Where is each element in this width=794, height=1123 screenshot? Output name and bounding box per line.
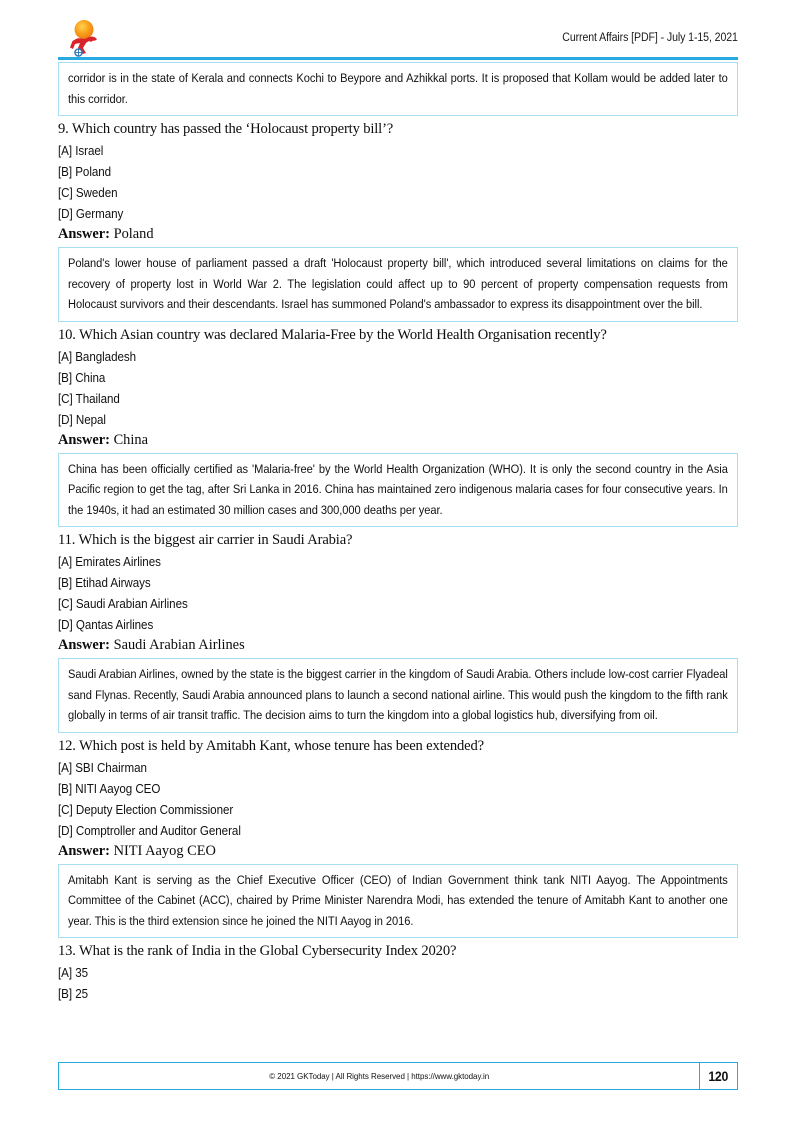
question-text: 12. Which post is held by Amitabh Kant, whose tenure has been extended? [58,737,484,754]
option-d[interactable]: [D] Nepal [58,411,106,427]
question-block-11 [58,530,738,733]
header-title: Current Affairs [PDF] - July 1-15, 2021 [562,32,738,44]
question-block-13 [58,941,738,1004]
question-block-9 [58,119,738,322]
explanation-box [58,864,738,939]
answer-value: Saudi Arabian Airlines [113,637,245,653]
explanation-text: Poland's lower house of parliament passed a draft 'Holocaust property bill', which introduced several limitations on claims for the recovery of property lost in World War 2. The legislation could affect up to 90 percent of property compensation requests from Holocaust survivors and their descendants. Israel has summoned Poland's ambassador to express its disappointment over the bill. [68,256,728,311]
page-header [58,18,738,58]
question-text: 11. Which is the biggest air carrier in Saudi Arabia? [58,532,353,548]
answer-value: NITI Aayog CEO [113,842,216,859]
answer-value: Poland [113,226,154,242]
option-c[interactable]: [C] Thailand [58,390,120,406]
answer-value: China [113,431,148,448]
option-a[interactable]: [A] Emirates Airlines [58,554,161,569]
footer-copyright-box [58,1062,700,1090]
question-block-10 [58,325,738,528]
answer-line [58,635,738,656]
option-c[interactable]: [C] Deputy Election Commissioner [58,801,234,817]
explanation-text: China has been officially certified as 'Malaria-free' by the World Health Organization (WHO). It is only the second country in the Asia Pacific region to get the tag, after Sri Lanka in 2016. China has maintained zero indigenous malaria cases for four consecutive years. In the 1940s, it had an estimated 30 million cases and 300,000 deaths per year. [68,461,728,517]
option-c[interactable]: [C] Saudi Arabian Airlines [58,596,188,611]
continued-explanation-box [58,62,738,116]
option-d[interactable]: [D] Qantas Airlines [58,617,154,632]
answer-label: Answer: [58,431,110,448]
explanation-box [58,658,738,733]
option-d[interactable]: [D] Comptroller and Auditor General [58,822,241,838]
continued-explanation-text: corridor is in the state of Kerala and connects Kochi to Beypore and Azhikkal ports. It is proposed that Kollam would be added later to this corridor. [68,71,728,106]
header-divider [58,57,738,60]
option-d[interactable]: [D] Germany [58,206,124,221]
explanation-box [58,247,738,322]
answer-label: Answer: [58,842,110,859]
question-block-12 [58,736,738,939]
option-b[interactable]: [B] 25 [58,986,89,1001]
explanation-text: Amitabh Kant is serving as the Chief Executive Officer (CEO) of Indian Government think tank NITI Aayog. The Appointments Committee of the Cabinet (ACC), chaired by Prime Minister Narendra Modi, has extended the tenure of Amitabh Kant to another one year. This is the third extension since he joined the NITI Aayog in 2016. [68,872,728,928]
page-number-box [700,1062,738,1090]
page-number: 120 [708,1068,729,1084]
answer-label: Answer: [58,226,110,242]
option-a[interactable]: [A] SBI Chairman [58,759,147,775]
gktoday-logo-icon [64,18,108,58]
answer-line [58,224,738,245]
page-footer [58,1062,738,1090]
option-b[interactable]: [B] Poland [58,164,112,179]
question-text: 13. What is the rank of India in the Global Cybersecurity Index 2020? [58,943,457,959]
question-text: 9. Which country has passed the ‘Holocaust property bill’? [58,121,394,137]
question-text: 10. Which Asian country was declared Malaria-Free by the World Health Organisation recently? [58,326,607,343]
option-b[interactable]: [B] NITI Aayog CEO [58,780,161,796]
answer-line [58,841,738,862]
option-c[interactable]: [C] Sweden [58,185,118,200]
answer-line [58,430,738,451]
answer-label: Answer: [58,637,110,653]
option-b[interactable]: [B] Etihad Airways [58,575,151,590]
option-a[interactable]: [A] Israel [58,143,104,158]
explanation-text: Saudi Arabian Airlines, owned by the state is the biggest carrier in the kingdom of Saudi Arabia. Others include low-cost carrier Flyadeal sand Flynas. Recently, Saudi Arabia announced plans to launch a second national airline. This would push the kingdom to the fifth rank globally in terms of air transit traffic. The decision aims to turn the kingdom into a global logistics hub, diversifying from oil. [68,667,728,722]
option-a[interactable]: [A] 35 [58,965,89,980]
footer-copyright-text: © 2021 GKToday | All Rights Reserved | https://www.gktoday.in [269,1071,489,1081]
explanation-box [58,453,738,528]
option-b[interactable]: [B] China [58,369,106,385]
option-a[interactable]: [A] Bangladesh [58,348,137,364]
page-content [58,62,738,1004]
